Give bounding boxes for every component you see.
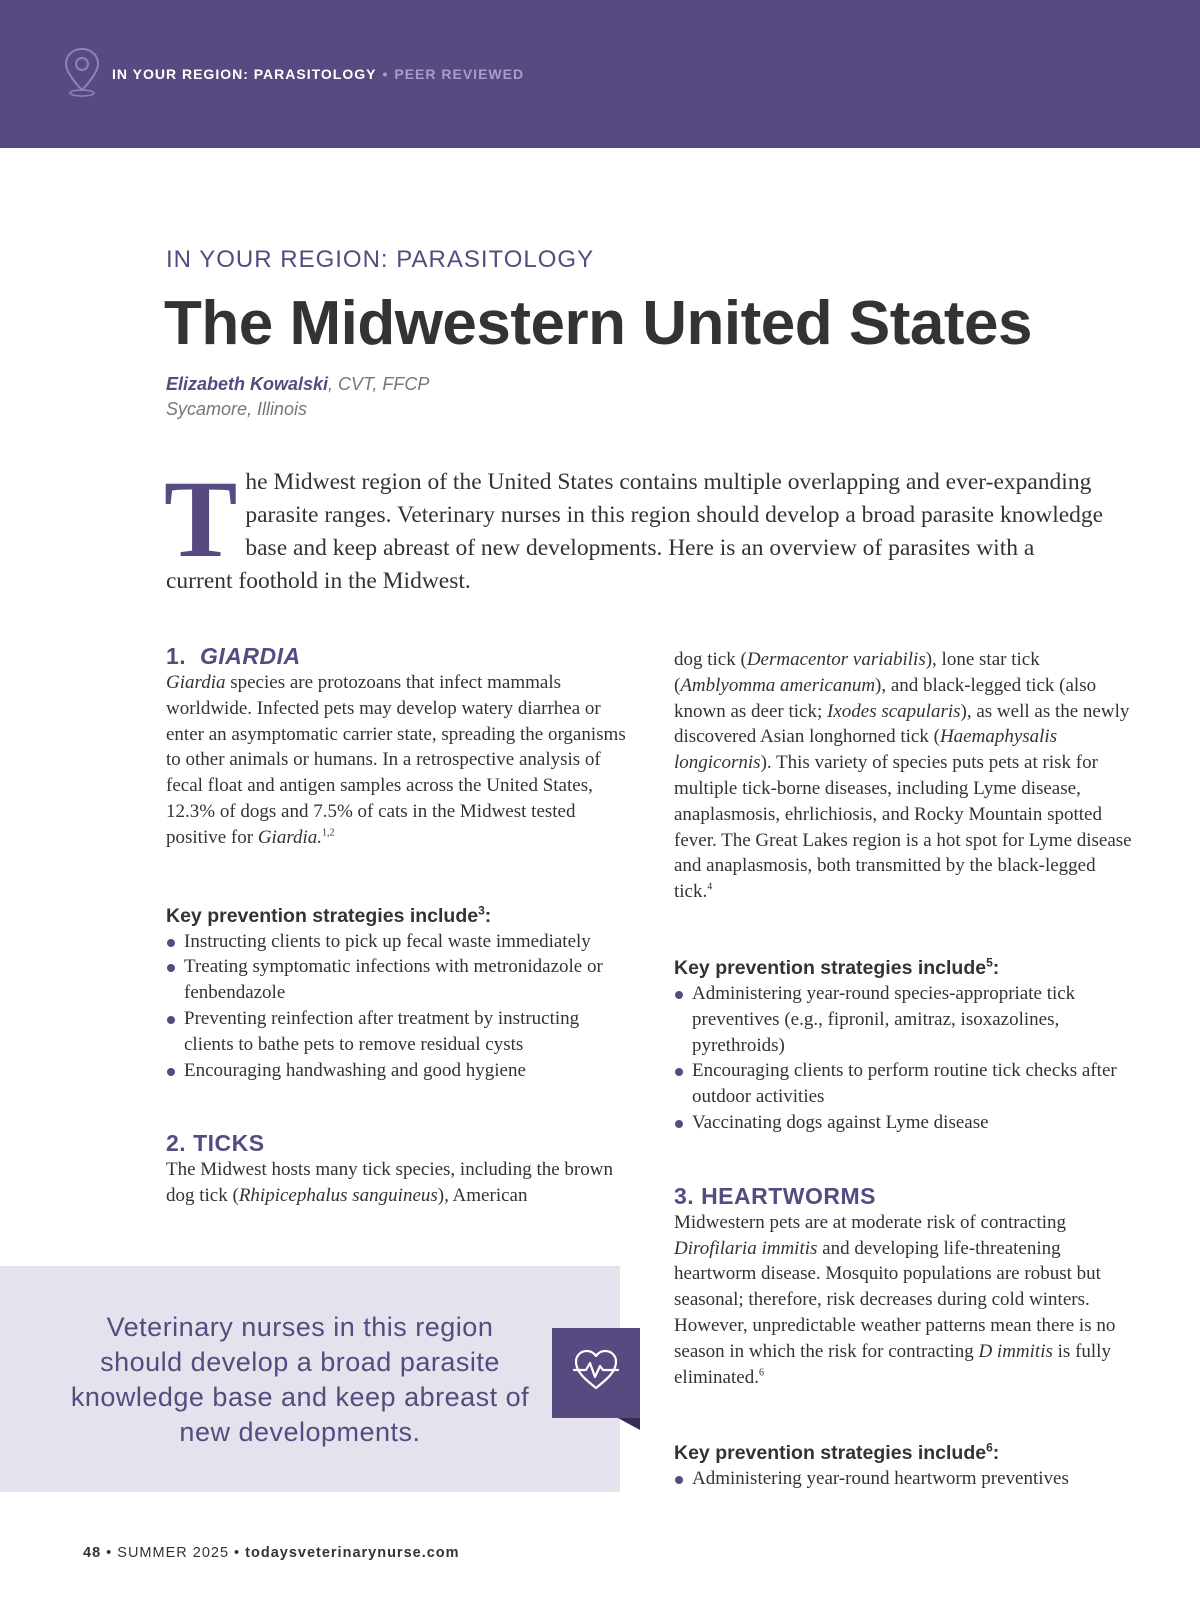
tick-species: Amblyomma americanum — [680, 674, 876, 696]
heartworms-ref: 6 — [758, 1367, 764, 1379]
byline — [166, 374, 429, 395]
list-item: Encouraging handwashing and good hygiene — [166, 1058, 626, 1084]
strategies-ref: 6 — [986, 1440, 993, 1455]
giardia-ref: 1,2 — [322, 827, 335, 839]
ticks-text: ), American — [437, 1185, 528, 1207]
strategies-ref: 5 — [986, 955, 993, 970]
list-item: Vaccinating dogs against Lyme disease — [674, 1110, 1134, 1136]
giardia-heading-text: GIARDIA — [199, 643, 301, 669]
peer-reviewed-label: PEER REVIEWED — [394, 66, 525, 82]
location-pin-icon — [62, 46, 102, 98]
ticks-ref: 4 — [707, 881, 713, 893]
page-footer — [83, 1545, 460, 1561]
ticks-strategies-heading — [674, 955, 1134, 981]
intro-paragraph — [164, 458, 1104, 598]
heartworm-species: Dirofilaria immitis — [674, 1237, 818, 1259]
right-column — [674, 647, 1134, 1492]
tick-species: Ixodes scapularis — [827, 700, 961, 722]
list-item: Treating symptomatic infections with metronidazole or fenbendazole — [166, 954, 626, 1006]
heartworms-text: is fully eliminated. — [674, 1340, 1111, 1388]
ticks-heading: 2. TICKS — [166, 1130, 265, 1157]
giardia-strategies-heading — [166, 903, 626, 929]
author-credentials: , CVT, FFCP — [328, 374, 430, 394]
strategies-colon: : — [992, 1442, 1000, 1465]
banner-separator: • — [382, 66, 389, 82]
strategies-heading-text: Key prevention strategies include — [166, 904, 479, 927]
top-banner — [0, 0, 1200, 148]
author-name: Elizabeth Kowalski — [166, 374, 329, 394]
section-label: IN YOUR REGION: PARASITOLOGY — [166, 246, 595, 273]
ticks-text: The Midwest hosts many tick species, including the brown dog tick ( — [166, 1159, 613, 1207]
ticks-text: ), and black-legged tick (also known as deer tick; — [674, 674, 1097, 722]
intro-text: he Midwest region of the United States contains multiple overlapping and ever-expanding parasite ranges. Veterinary nurses in this region should develop a broad parasite knowledge base and keep abreast of new developments. Here is an overview of parasites with a current foothold in the Midwest. — [166, 469, 1104, 594]
list-item: Administering year-round species-appropriate tick preventives (e.g., fipronil, amitraz, isoxazolines, pyrethroids) — [674, 981, 1134, 1058]
strategies-heading-text: Key prevention strategies include — [674, 1442, 987, 1465]
list-item: Preventing reinfection after treatment by instructing clients to bathe pets to remove residual cysts — [166, 1006, 626, 1058]
page-number: 48 — [83, 1545, 102, 1561]
ticks-text: ). This variety of species puts pets at risk for multiple tick-borne diseases, including Lyme disease, anaplasmosis, ehrlichiosis, and Rocky Mountain spotted fever. The Great Lakes region is a hot spot for Lyme disease and anaplasmosis, both transmitted by the black-legged tick. — [674, 752, 1132, 903]
ticks-paragraph-start — [166, 1157, 626, 1209]
article-title: The Midwestern United States — [164, 289, 1032, 358]
heartworms-text: Midwestern pets are at moderate risk of contracting — [674, 1211, 1066, 1233]
strategies-heading-text: Key prevention strategies include — [674, 956, 987, 979]
author-location: Sycamore, Illinois — [166, 399, 308, 419]
heartworms-paragraph — [674, 1210, 1134, 1391]
heartworms-strategies-heading — [674, 1440, 1134, 1466]
giardia-number: 1. — [166, 643, 187, 669]
left-column — [166, 642, 626, 1209]
strategies-ref: 3 — [478, 903, 485, 918]
heartworms-heading: 3. HEARTWORMS — [674, 1182, 876, 1209]
giardia-strategies-list — [166, 929, 626, 1084]
issue-label: SUMMER 2025 — [117, 1545, 230, 1561]
giardia-heading — [166, 642, 626, 670]
footer-separator: • — [234, 1545, 241, 1561]
giardia-text: species are protozoans that infect mammals worldwide. Infected pets may develop watery diarrhea or enter an asymptomatic carrier state, spreading the organisms to other animals or humans. In a retrospective analysis of fecal float and antigen samples across the United States, 12.3% of dogs and 7.5% of cats in the Midwest tested positive for — [166, 672, 626, 848]
ticks-text: ), lone star tick ( — [674, 649, 1040, 696]
website-link[interactable]: todaysveterinarynurse.com — [245, 1545, 460, 1561]
strategies-colon: : — [992, 956, 1000, 979]
giardia-term-2: Giardia. — [257, 826, 323, 848]
heartworms-strategies-list — [674, 1466, 1134, 1492]
heartworm-species: D immitis — [978, 1340, 1053, 1362]
list-item: Encouraging clients to perform routine tick checks after outdoor activities — [674, 1058, 1134, 1110]
banner-kicker — [112, 66, 524, 82]
heartworms-text: and developing life-threatening heartworm disease. Mosquito populations are robust but seasonal; therefore, risk decreases during cold winters. However, unpredictable weather patterns mean there is no season in which the risk for contracting — [674, 1237, 1116, 1362]
heart-pulse-icon — [568, 1342, 624, 1398]
drop-cap: T — [164, 458, 238, 580]
ticks-text: dog tick ( — [674, 649, 747, 670]
ticks-paragraph-cont — [674, 647, 1134, 905]
giardia-term: Giardia — [166, 672, 226, 693]
giardia-paragraph — [166, 670, 626, 851]
strategies-colon: : — [484, 904, 492, 927]
banner-section: IN YOUR REGION: PARASITOLOGY — [112, 66, 377, 82]
pull-quote-box — [0, 1266, 620, 1492]
tick-species: Dermacentor variabilis — [746, 649, 926, 670]
ticks-text: ), as well as the newly discovered Asian longhorned tick ( — [674, 700, 1130, 748]
ticks-strategies-list — [674, 981, 1134, 1136]
pull-quote-text: Veterinary nurses in this region should develop a broad parasite knowledge base and keep abreast of new developments. — [70, 1312, 530, 1447]
list-item: Administering year-round heartworm preventives — [674, 1466, 1134, 1492]
tick-species: Haemaphysalis longicornis — [674, 726, 1058, 774]
tick-species: Rhipicephalus sanguineus — [238, 1185, 438, 1207]
footer-separator: • — [106, 1545, 113, 1561]
pull-quote-tab-fold — [618, 1418, 640, 1430]
list-item: Instructing clients to pick up fecal waste immediately — [166, 929, 626, 955]
